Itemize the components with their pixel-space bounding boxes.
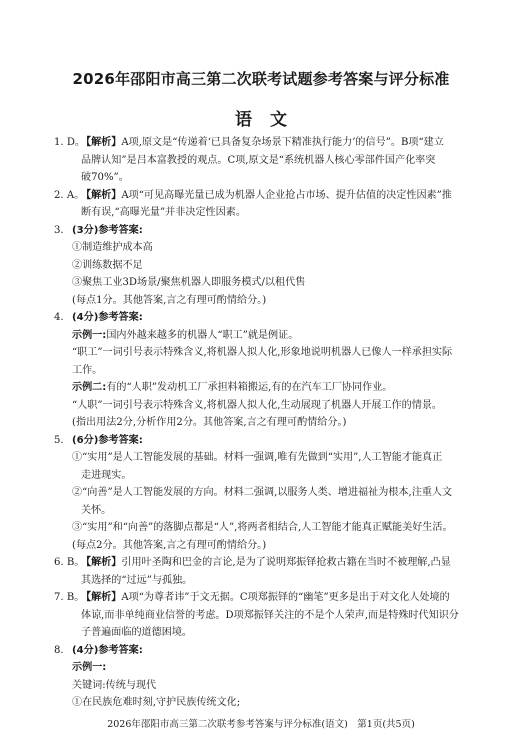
question-2 bbox=[54, 187, 479, 222]
answer-line: “职工”一词引号表示特殊含义,将机器人拟人化,形象地说明机器人已像人一样承担实际 bbox=[72, 347, 453, 358]
answer-point: ②“向善”是人工智能发展的方向。材料二强调,以服务人类、增进福祉为根本,注重人文 bbox=[72, 487, 453, 498]
question-number: 8. bbox=[54, 644, 64, 656]
score-note: (指出用法2分,分析作用2分。其他答案,言之有理可酌情给分。) bbox=[72, 417, 347, 428]
answer-body bbox=[54, 134, 479, 712]
answer-line: “人职”一词引号表示特殊含义,将机器人拟人化,生动展现了机器人开展工作的情景。 bbox=[72, 399, 443, 411]
analysis-line: 子普遍面临的道德困境。 bbox=[81, 627, 193, 638]
analysis-line: A项,原文是“传递着‘已具备复杂场景下精准执行能力’的信号”。B项“建立 bbox=[121, 137, 444, 148]
question-3 bbox=[54, 222, 479, 310]
question-6 bbox=[54, 554, 479, 589]
score-note: (每点1分。其他答案,言之有理可酌情给分。) bbox=[72, 294, 267, 306]
score-note: (每点2分。其他答案,言之有理可酌情给分。) bbox=[72, 539, 267, 551]
answer-point: ①“实用”是人工智能发展的基础。材料一强调,唯有先做到“实用”,人工智能才能真正 bbox=[72, 452, 443, 463]
question-1 bbox=[54, 134, 479, 187]
question-5 bbox=[54, 432, 479, 555]
subject-title: 语文 bbox=[235, 110, 305, 130]
answer-line: 工作。 bbox=[72, 364, 103, 376]
analysis-tag: 【解析】 bbox=[81, 557, 122, 568]
answer-point: ①制造维护成本高 bbox=[72, 242, 153, 253]
example-label: 示例二: bbox=[72, 382, 107, 393]
answer-point: ③“实用”和“向善”的落脚点都是“人”,将两者相结合,人工智能才能真正赋能美好生活。 bbox=[72, 522, 453, 533]
analysis-tag: 【解析】 bbox=[81, 189, 122, 201]
answer-heading: (4分)参考答案: bbox=[72, 644, 143, 656]
question-number: 7. B。 bbox=[54, 592, 85, 603]
answer-point: ②训练数据不足 bbox=[72, 259, 143, 271]
question-number: 1. D。 bbox=[54, 137, 86, 148]
answer-point: ③聚焦工业3D场景/聚焦机器人即服务模式/以租代售 bbox=[72, 277, 306, 288]
question-8 bbox=[54, 642, 479, 712]
analysis-tag: 【解析】 bbox=[81, 592, 122, 603]
analysis-line: A项“可见高曝光量已成为机器人企业抢占市场、提升估值的决定性因素”推 bbox=[121, 189, 452, 201]
example-text: 有的“人职”发动机工厂承担料箱搬运,有的在汽车工厂协同作业。 bbox=[106, 382, 393, 393]
answer-line: 走进现实。 bbox=[81, 469, 132, 481]
question-number: 4. bbox=[54, 312, 64, 323]
analysis-line: 断有误,“高曝光量”并非决定性因素。 bbox=[81, 207, 246, 218]
question-number: 2. A。 bbox=[54, 189, 85, 201]
analysis-line: 品牌认知”是吕本富教授的观点。C项,原文是“系统机器人核心零部件国产化率突 bbox=[81, 154, 436, 166]
example-label: 示例一: bbox=[72, 662, 107, 673]
analysis-line: 引用叶圣陶和巴金的言论,是为了说明郑振铎抢救古籍在当时不被理解,凸显 bbox=[121, 557, 451, 568]
analysis-line: 其选择的“过远”与孤独。 bbox=[81, 574, 193, 586]
question-4 bbox=[54, 309, 479, 432]
analysis-line: 体谅,而非单纯商业信誉的考虑。D项郑振铎关注的不是个人荣声,而是特殊时代知识分 bbox=[81, 609, 459, 621]
answer-heading: (4分)参考答案: bbox=[72, 312, 143, 323]
answer-heading: (3分)参考答案: bbox=[72, 224, 143, 236]
example-label: 示例一: bbox=[72, 329, 107, 341]
analysis-line: 破70%”。 bbox=[81, 172, 129, 183]
question-7 bbox=[54, 589, 479, 642]
example-text: 国内外越来越多的机器人“职工”就是例证。 bbox=[106, 329, 299, 341]
answer-line: 关怀。 bbox=[81, 504, 112, 516]
analysis-line: A项“为尊者讳”于文无据。C项郑振铎的“幽笔”更多是出于对文化人处境的 bbox=[121, 592, 450, 603]
question-number: 3. bbox=[54, 224, 64, 236]
page-footer: 2026年邵阳市高三第二次联考参考答案与评分标准(语文) 第1页(共5页) bbox=[107, 719, 415, 730]
question-number: 5. bbox=[54, 434, 64, 446]
question-number: 6. B。 bbox=[54, 557, 85, 568]
document-title: 2026年邵阳市高三第二次联考试题参考答案与评分标准 bbox=[72, 70, 450, 88]
analysis-tag: 【解析】 bbox=[81, 137, 122, 148]
keyword-line: 关键词:传统与现代 bbox=[72, 679, 157, 691]
answer-point: ①在民族危难时刻,守护民族传统文化; bbox=[72, 697, 241, 708]
answer-heading: (6分)参考答案: bbox=[72, 434, 143, 446]
